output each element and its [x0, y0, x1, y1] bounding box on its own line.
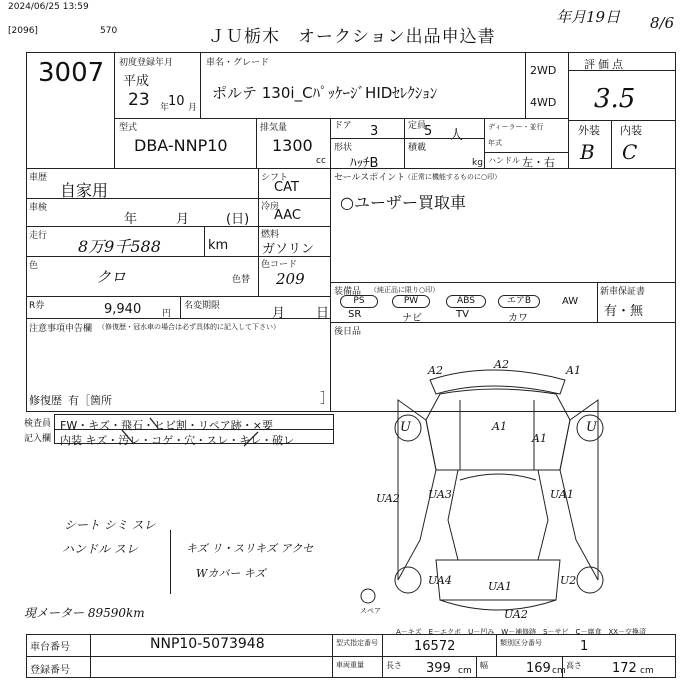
fuel-value: ガソリン: [262, 242, 315, 257]
grade-score: 3.5: [594, 84, 636, 114]
handle-label: ハンドル: [488, 156, 520, 165]
handwritten-corner: 年月19日: [556, 8, 621, 26]
transfer-month: 月: [272, 306, 286, 321]
exterior-grade: B: [580, 140, 595, 164]
note-wiper: Wカバー キズ: [196, 567, 266, 580]
color-code-value: 209: [276, 270, 305, 288]
spare-label: スペア: [360, 607, 381, 615]
equip-navi: ナビ: [402, 313, 422, 324]
interior-grade-label: 内装: [620, 124, 642, 137]
equipment-label: 装備品: [334, 287, 362, 297]
mark-rear-center: UA1: [488, 580, 512, 593]
sales-point-label: セールスポイント: [334, 173, 406, 183]
recycle-label: R券: [29, 301, 45, 311]
usage-value: 自家用: [60, 181, 109, 200]
mileage-unit: km: [208, 238, 229, 253]
class-no-value: 1: [580, 639, 589, 654]
doors-value: 3: [370, 124, 379, 139]
interior-grade: C: [622, 140, 638, 164]
color-code-label: 色コード: [261, 260, 298, 270]
chassis-label: 車台番号: [30, 642, 70, 653]
equip-leather: カワ: [508, 313, 528, 324]
capacity-unit: 人: [450, 128, 464, 143]
height-value: 172: [612, 661, 637, 676]
width-label: 幅: [480, 661, 488, 670]
repair-label: 修復歴: [29, 394, 62, 407]
sheet-code-suffix: 570: [100, 26, 118, 36]
width-value: 169: [526, 661, 551, 676]
print-timestamp: 2024/06/25 13:59: [8, 2, 89, 12]
mark-left-pillar: UA3: [428, 488, 452, 501]
type-no-label: 型式指定番号: [336, 639, 378, 647]
ac-value: AAC: [274, 208, 301, 223]
shape-value: ﾊｯﾁB: [350, 156, 379, 171]
mark-front-right: A1: [566, 364, 581, 377]
registration-era: 平成: [123, 74, 150, 89]
new-car-warranty-value: 有・無: [604, 304, 644, 319]
inspector-interior-line: 内装 キズ・汚レ・コゲ・穴・スレ・キレ・破レ: [60, 434, 295, 447]
car-damage-diagram: [0, 0, 300, 150]
inspection-month: 月: [176, 212, 190, 227]
mark-hood: A1: [492, 420, 507, 433]
repair-value: 有［箇所: [68, 394, 112, 407]
load-unit: kg: [472, 158, 483, 168]
mileage-value: 8万9千588: [78, 237, 161, 256]
equip-tv: TV: [456, 309, 469, 320]
registration-month: 10: [168, 94, 185, 109]
damage-legend: A－キズ E－エクボ U－凹み W－補修跡 S－サビ C－腐食 XX－交換済: [396, 628, 647, 636]
notice-label: 注意事項申告欄: [29, 324, 93, 334]
equip-abs: ABS: [446, 295, 486, 308]
model-code: DBA-NNP10: [134, 136, 228, 155]
vehicle-name: ポルテ 130i_CﾊﾟｯｹｰｼﾞHIDｾﾚｸｼｮﾝ: [212, 84, 438, 102]
load-label: 積載: [408, 143, 427, 153]
model-label: 型式: [119, 123, 138, 133]
usage-label: 車歴: [29, 173, 48, 183]
inspection-label: 車検: [29, 203, 48, 213]
shift-label: シフト: [261, 173, 289, 183]
handle-value: 左・右: [522, 156, 555, 169]
note-meter: 現メーター 89590km: [24, 606, 145, 620]
mark-rear-bumper: UA2: [504, 608, 528, 621]
mark-left-door: UA2: [376, 492, 400, 505]
plate-label: 登録番号: [30, 665, 70, 676]
equip-aw: AW: [562, 296, 579, 307]
recycle-value: 9,940: [104, 302, 142, 317]
drive-2wd: 2WD: [530, 64, 557, 77]
weight-label: 車両重量: [336, 661, 364, 669]
dealer-label: ディーラー・並行: [488, 123, 544, 131]
doors-label: ドア: [334, 121, 352, 131]
inspector-exterior-items: FW・キズ・飛石・ヒビ割・リペア跡・×要: [60, 419, 273, 432]
mark-front-center: A2: [494, 358, 509, 371]
handwritten-date: 8/6: [650, 14, 675, 32]
registration-label: 初度登録年月: [119, 58, 174, 68]
length-unit: cm: [458, 666, 472, 676]
mark-wheel-fl: U: [400, 420, 411, 435]
new-car-warranty-label: 新車保証書: [600, 287, 646, 297]
height-label: 高さ: [566, 661, 582, 670]
after-items-label: 後日品: [334, 327, 362, 337]
mark-hood-right: A1: [532, 432, 547, 445]
type-no-value: 16572: [414, 639, 456, 654]
registration-year: 23: [128, 90, 150, 110]
lot-number: 3007: [38, 58, 105, 88]
dealer-year-label: 年式: [488, 139, 502, 147]
sheet-code: [2096]: [8, 26, 38, 36]
displacement-value: 1300: [272, 136, 313, 155]
color-label: 色: [29, 261, 39, 271]
inspection-day: (日): [226, 212, 250, 227]
width-unit: cm: [552, 666, 566, 676]
inspector-label-1: 検査員: [24, 419, 52, 429]
note-seat: シート シミ スレ: [64, 518, 156, 532]
mark-front-left: A2: [428, 364, 443, 377]
sales-point-value: ○ユーザー買取車: [340, 193, 466, 212]
note-handle: ハンドル スレ: [62, 542, 138, 556]
transfer-day: 日: [316, 306, 330, 321]
inspector-label-2: 記入欄: [24, 434, 52, 444]
mileage-label: 走行: [29, 231, 48, 241]
displacement-label: 排気量: [260, 123, 288, 133]
equip-pw: PW: [392, 295, 430, 308]
notice-note: （修復歴・冠水車の場合は必ず具体的に記入して下さい）: [98, 323, 280, 331]
equip-sr: SR: [348, 309, 362, 320]
height-unit: cm: [640, 666, 654, 676]
mark-right-pillar: UA1: [550, 488, 574, 501]
transfer-label: 名変期限: [184, 301, 221, 311]
exterior-grade-label: 外装: [578, 124, 600, 137]
color-change-label: 色替: [232, 275, 251, 285]
grade-label: 評価点: [584, 58, 626, 71]
mark-rear-right: U2: [560, 574, 577, 587]
length-value: 399: [426, 661, 451, 676]
shape-label: 形状: [334, 143, 353, 153]
mark-wheel-fr: U: [586, 420, 597, 435]
ac-label: 冷房: [261, 202, 280, 212]
class-no-label: 類別区分番号: [500, 639, 542, 647]
length-label: 長さ: [386, 661, 402, 670]
capacity-label: 定員: [408, 121, 427, 131]
inspection-year: 年: [124, 212, 138, 227]
equip-airbag: エアB: [498, 295, 540, 308]
recycle-unit: 円: [162, 309, 172, 319]
capacity-value: 5: [424, 124, 433, 139]
repair-bracket-close: ］: [320, 391, 334, 407]
shift-value: CAT: [274, 180, 299, 195]
equip-ps: PS: [340, 295, 378, 308]
fuel-label: 燃料: [261, 230, 280, 240]
color-value: クロ: [96, 268, 127, 286]
drive-4wd: 4WD: [530, 96, 557, 109]
sales-point-note: （正常に機能するものに○印）: [404, 173, 502, 181]
registration-year-unit: 年: [160, 103, 170, 113]
form-title: ＪＵ栃木 オークション出品申込書: [208, 27, 496, 47]
displacement-unit: cc: [316, 156, 326, 166]
chassis-number: NNP10-5073948: [150, 636, 265, 652]
note-scratch: キズ リ・スリキズ アクセ: [186, 542, 314, 555]
mark-rear-left: UA4: [428, 574, 452, 587]
vehicle-name-label: 車名・グレード: [206, 58, 270, 68]
registration-month-unit: 月: [188, 103, 198, 113]
equipment-note: （純正品に限り○印）: [370, 286, 440, 294]
